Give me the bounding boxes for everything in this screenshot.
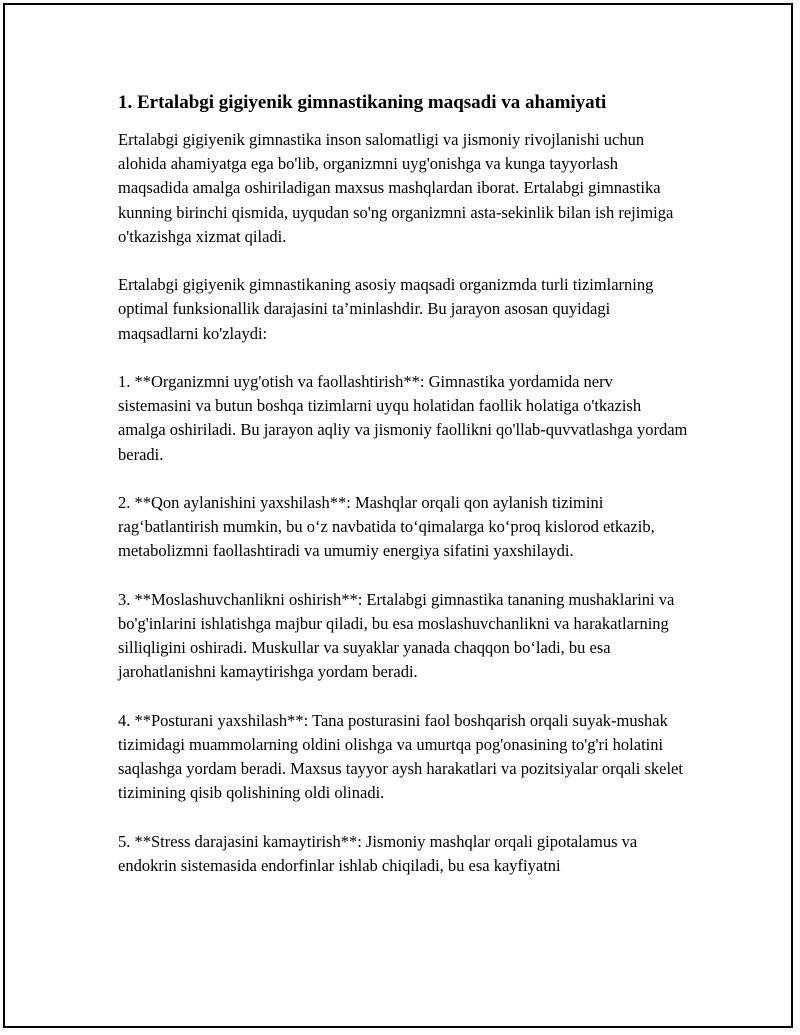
list-item-2: 2. **Qon aylanishini yaxshilash**: Mashqlar orqali qon aylanish tizimini rag‘batlantirish mumkin, bu o‘z navbatida to‘qimalarga ko‘proq kislorod etkazib, metabolizmni faollashtiradi va umumiy energiya sifatini yaxshilaydi.	[118, 493, 655, 561]
paragraph-purpose: Ertalabgi gigiyenik gimnastikaning asosiy maqsadi organizmda turli tizimlarning optimal funksionallik darajasini ta’minlashdir. Bu jarayon asosan quyidagi maqsadlarni ko'zlaydi:	[118, 275, 654, 343]
list-item-5: 5. **Stress darajasini kamaytirish**: Jismoniy mashqlar orqali gipotalamus va endokrin sistemasida endorfinlar ishlab chiqiladi, bu esa kayfiyatni	[118, 831, 638, 875]
paragraph-intro: Ertalabgi gigiyenik gimnastika inson salomatligi va jismoniy rivojlanishi uchun alohida ahamiyatga ega bo'lib, organizmni uyg'onishga va kunga tayyorlash maqsadida amalga oshiriladigan maxsus mashqlardan iborat. Ertalabgi gimnastika kunning birinchi qismida, uyqudan so'ng organizmni asta-sekinlik bilan ish rejimiga o'tkazishga xizmat qiladi.	[118, 130, 674, 246]
list-item-1: 1. **Organizmni uyg'otish va faollashtirish**: Gimnastika yordamida nerv sistemasini va butun boshqa tizimlarni uyqu holatidan faollik holatiga o'tkazish amalga oshiriladi. Bu jarayon aqliy va jismoniy faollikni qo'llab-quvvatlashga yordam beradi.	[118, 372, 688, 464]
document-body	[118, 90, 688, 878]
section-heading: 1. Ertalabgi gigiyenik gimnastikaning maqsadi va ahamiyati	[118, 92, 607, 113]
list-item-3: 3. **Moslashuvchanlikni oshirish**: Ertalabgi gimnastika tananing mushaklarini va bo'g'inlarini ishlatishga majbur qiladi, bu esa moslashuvchanlikni va harakatlarning silliqligini oshiradi. Muskullar va suyaklar yanada chaqqon bo‘ladi, bu esa jarohatlanishni kamaytirishga yordam beradi.	[118, 589, 675, 682]
list-item-4: 4. **Posturani yaxshilash**: Tana posturasini faol boshqarish orqali suyak-mushak tizimidagi muammolarning oldini olishga va umurtqa pog'onasining to'g'ri holatini saqlashga yordam beradi. Maxsus tayyor aysh harakatlari va pozitsiyalar orqali skelet tizimining qisib qolishining oldi olinadi.	[118, 710, 683, 803]
